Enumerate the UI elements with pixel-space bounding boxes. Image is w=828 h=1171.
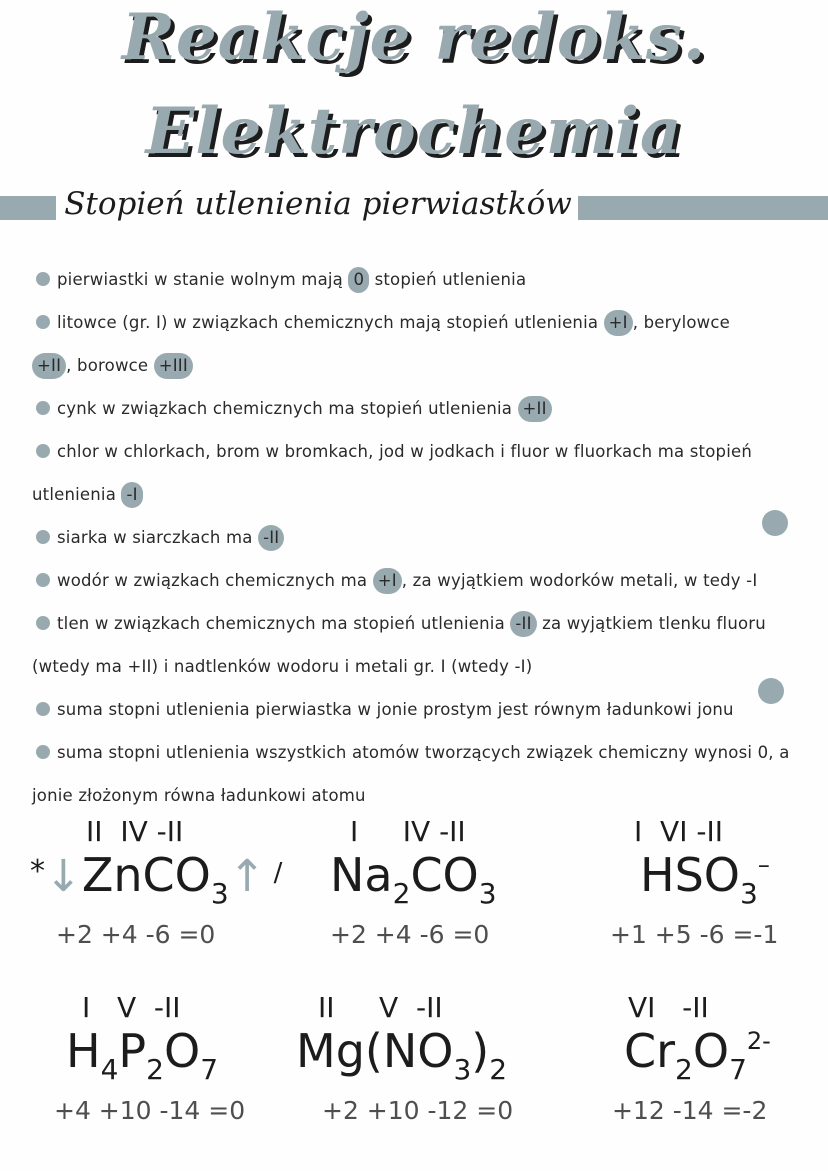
example-hso3	[610, 815, 779, 949]
oxidation-sum: +1 +5 -6 =-1	[610, 919, 779, 949]
bullet-dot	[36, 702, 50, 716]
bullet-dot	[36, 745, 50, 759]
arrow-up-icon: ↑	[228, 851, 266, 902]
oxidation-sum: +2 +4 -6 =0	[330, 919, 490, 949]
highlight-value: +III	[154, 353, 193, 379]
example-h4p2o7	[54, 991, 246, 1125]
highlight-value: +II	[518, 396, 552, 422]
highlight-value: -II	[258, 525, 284, 551]
highlight-value: +I	[604, 310, 633, 336]
rule-sum-zero: suma stopni utlenienia wszystkich atomów tworzących związek chemiczny wynosi 0, a jonie złożonym równa ładunkowi atomu	[32, 743, 790, 805]
oxidation-states: II IV -II	[86, 815, 184, 848]
rule-halogens: chlor w chlorkach, brom w bromkach, jod w jodkach i fluor w fluorkach ma stopień utlenienia -I	[32, 430, 792, 516]
section-title: Stopień utlenienia pierwiastków	[64, 186, 572, 222]
rule-alkali-metals: litowce (gr. I) w związkach chemicznych mają stopień utlenienia +I , berylowce +II , borowce +III	[32, 301, 792, 387]
highlight-value: -II	[510, 611, 536, 637]
formula: $Mg(NO_3)_2$	[296, 1024, 508, 1086]
bullet-dot	[36, 401, 50, 415]
section-bar-left	[0, 196, 56, 220]
highlight-value: 0	[348, 267, 369, 293]
oxidation-states: I VI -II	[634, 815, 723, 848]
oxidation-states: II V -II	[318, 991, 443, 1024]
decorative-dot	[762, 510, 788, 536]
oxidation-sum: +4 +10 -14 =0	[54, 1095, 246, 1125]
oxidation-sum: +2 +10 -12 =0	[322, 1095, 514, 1125]
example-cr2o7	[612, 991, 771, 1125]
title-line-1: Reakcje redoks.	[121, 0, 707, 75]
example-znco3	[30, 815, 283, 949]
highlight-value: +II	[32, 353, 66, 379]
arrow-down-icon: ↓	[45, 851, 82, 902]
highlight-value: +I	[373, 568, 402, 594]
example-na2co3	[330, 815, 497, 949]
section-bar-right	[578, 196, 828, 220]
bullet-dot	[36, 444, 50, 458]
bullet-dot	[36, 272, 50, 286]
rules-list	[32, 258, 792, 817]
formula: *↓ZnCO$_3$↑ /	[30, 848, 283, 910]
bullet-dot	[36, 573, 50, 587]
rule-hydrogen: wodór w związkach chemicznych ma +I , za wyjątkiem wodorków metali, w tedy -I	[32, 559, 792, 602]
bullet-dot	[36, 315, 50, 329]
rule-simple-ion: suma stopni utlenienia pierwiastka w jonie prostym jest równym ładunkowi jonu	[32, 688, 792, 731]
rule-oxygen: tlen w związkach chemicznych ma stopień utlenienia -II za wyjątkiem tlenku fluoru (wtedy ma +II) i nadtlenków wodoru i metali gr. I (wtedy -I)	[32, 602, 792, 688]
oxidation-states: I V -II	[82, 991, 181, 1024]
highlight-value: -I	[121, 482, 142, 508]
formula: $HSO_3^-$	[640, 848, 770, 910]
oxidation-sum: +12 -14 =-2	[612, 1095, 768, 1125]
example-mgno32	[296, 991, 514, 1125]
oxidation-states: VI -II	[628, 991, 709, 1024]
formula: $Na_2CO_3$	[330, 848, 497, 910]
rule-zinc: cynk w związkach chemicznych ma stopień utlenienia +II	[32, 387, 792, 430]
formula: $Cr_2O_7^{2-}$	[624, 1024, 771, 1086]
formula: $H_4P_2O_7$	[66, 1024, 219, 1086]
oxidation-sum: +2 +4 -6 =0	[56, 919, 216, 949]
rule-sulfides: siarka w siarczkach ma -II	[32, 516, 792, 559]
title-line-2: Elektrochemia	[145, 94, 683, 169]
decorative-dot	[758, 678, 784, 704]
rule-free-elements: pierwiastki w stanie wolnym mają 0 stopień utlenienia	[32, 258, 792, 301]
bullet-dot	[36, 530, 50, 544]
bullet-dot	[36, 616, 50, 630]
oxidation-states: I IV -II	[350, 815, 466, 848]
